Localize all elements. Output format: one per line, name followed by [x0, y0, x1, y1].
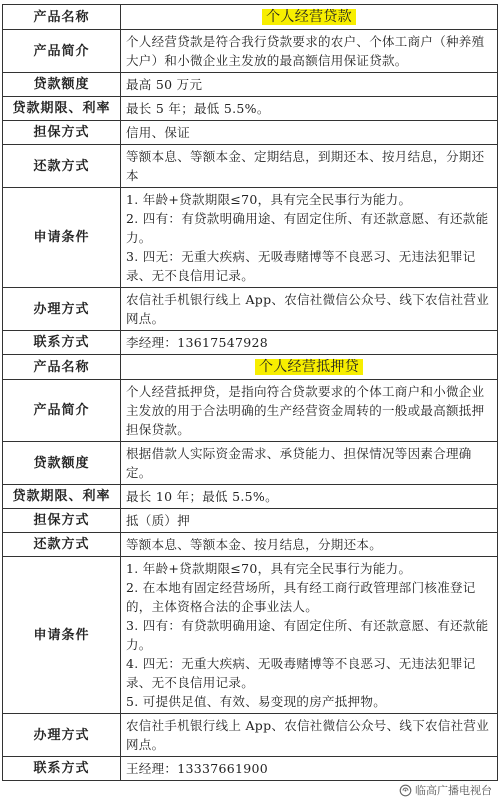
row-label: 贷款额度 [3, 442, 121, 485]
watermark [399, 782, 492, 798]
product-name-cell [121, 355, 498, 380]
table-row [3, 442, 498, 485]
table-row [3, 30, 498, 73]
row-label: 贷款期限、利率 [3, 97, 121, 121]
row-label: 申请条件 [3, 557, 121, 714]
table-row [3, 331, 498, 355]
table-row [3, 557, 498, 714]
handling-method: 农信社手机银行线上 App、农信社微信公众号、线下农信社营业网点。 [121, 714, 498, 757]
row-label: 贷款期限、利率 [3, 485, 121, 509]
table-row [3, 757, 498, 781]
row-label: 担保方式 [3, 121, 121, 145]
repayment-method: 等额本息、等额本金、按月结息，分期还本。 [121, 533, 498, 557]
row-label: 产品名称 [3, 5, 121, 30]
row-label: 联系方式 [3, 331, 121, 355]
condition-item: 5. 可提供足值、有效、易变现的房产抵押物。 [126, 694, 387, 709]
row-label: 还款方式 [3, 145, 121, 188]
row-label: 还款方式 [3, 533, 121, 557]
table-row [3, 121, 498, 145]
condition-item: 2. 四有：有贷款明确用途、有固定住所、有还款意愿、有还款能力。 [126, 211, 489, 245]
condition-item: 4. 四无：无重大疾病、无吸毒赌博等不良恶习、无违法犯罪记录、无不良信用记录。 [126, 656, 476, 690]
row-label: 申请条件 [3, 188, 121, 288]
row-label: 办理方式 [3, 714, 121, 757]
row-label: 担保方式 [3, 509, 121, 533]
row-label: 贷款额度 [3, 73, 121, 97]
table-row [3, 380, 498, 442]
guarantee-method: 抵（质）押 [121, 509, 498, 533]
loan-amount: 根据借款人实际资金需求、承贷能力、担保情况等因素合理确定。 [121, 442, 498, 485]
product-name-cell [121, 5, 498, 30]
condition-item: 3. 四无：无重大疾病、无吸毒赌博等不良恶习、无违法犯罪记录、无不良信用记录。 [126, 249, 476, 283]
table-row [3, 145, 498, 188]
table-row [3, 73, 498, 97]
table-row [3, 288, 498, 331]
condition-item: 2. 在本地有固定经营场所，具有经工商行政管理部门核准登记的，主体资格合法的企事业法人。 [126, 580, 476, 614]
table-row [3, 533, 498, 557]
loan-products-table [2, 4, 498, 781]
watermark-text: 临高广播电视台 [415, 784, 492, 797]
table-row [3, 188, 498, 288]
product-intro: 个人经营抵押贷，是指向符合贷款要求的个体工商户和小微企业主发放的用于合法明确的生产经营资金周转的一般或最高额抵押担保贷款。 [121, 380, 498, 442]
condition-item: 1. 年龄+贷款期限≤70，具有完全民事行为能力。 [126, 192, 412, 207]
handling-method: 农信社手机银行线上 App、农信社微信公众号、线下农信社营业网点。 [121, 288, 498, 331]
table-row [3, 485, 498, 509]
guarantee-method: 信用、保证 [121, 121, 498, 145]
table-row [3, 714, 498, 757]
table-row [3, 509, 498, 533]
row-label: 联系方式 [3, 757, 121, 781]
row-label: 办理方式 [3, 288, 121, 331]
product-name: 个人经营贷款 [262, 9, 356, 25]
table-row [3, 355, 498, 380]
repayment-method: 等额本息、等额本金、定期结息，到期还本、按月结息，分期还本 [121, 145, 498, 188]
table-row [3, 5, 498, 30]
table-row [3, 97, 498, 121]
product-intro: 个人经营贷款是符合我行贷款要求的农户、个体工商户（种养殖大户）和小微企业主发放的最高额信用保证贷款。 [121, 30, 498, 73]
loan-term-rate: 最长 10 年；最低 5.5%。 [121, 485, 498, 509]
application-conditions [121, 188, 498, 288]
condition-item: 1. 年龄+贷款期限≤70，具有完全民事行为能力。 [126, 561, 412, 576]
loan-amount: 最高 50 万元 [121, 73, 498, 97]
row-label: 产品简介 [3, 30, 121, 73]
condition-item: 3. 四有：有贷款明确用途、有固定住所、有还款意愿、有还款能力。 [126, 618, 489, 652]
row-label: 产品简介 [3, 380, 121, 442]
product-name: 个人经营抵押贷 [255, 359, 363, 375]
row-label: 产品名称 [3, 355, 121, 380]
loan-term-rate: 最长 5 年；最低 5.5%。 [121, 97, 498, 121]
wechat-official-account-icon [399, 784, 412, 797]
application-conditions [121, 557, 498, 714]
contact-info: 王经理：13337661900 [121, 757, 498, 781]
contact-info: 李经理：13617547928 [121, 331, 498, 355]
